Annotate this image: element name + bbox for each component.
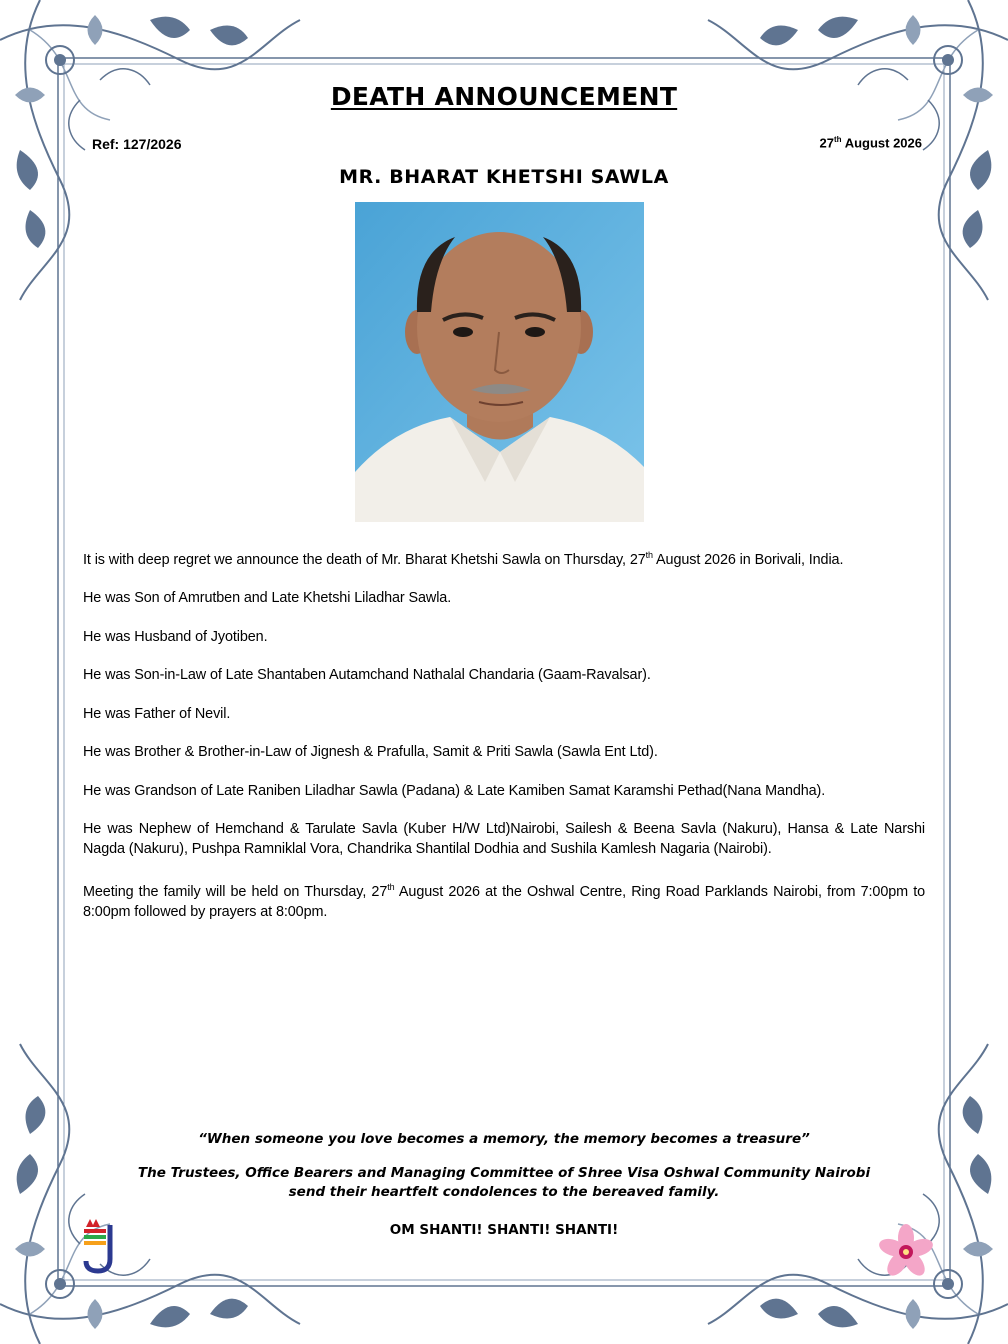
page-title: DEATH ANNOUNCEMENT: [330, 82, 678, 111]
body-paragraph: He was Son-in-Law of Late Shantaben Autamchand Nathalal Chandaria (Gaam-Ravalsar).: [83, 667, 651, 684]
body-paragraph: He was Brother & Brother-in-Law of Jignesh & Prafulla, Samit & Priti Sawla (Sawla Ent Ltd).: [83, 744, 658, 761]
body-paragraph: He was Grandson of Late Raniben Liladhar Sawla (Padana) & Late Kamiben Samat Karamshi Pethad(Nana Mandha).: [83, 782, 826, 799]
deceased-name: MR. BHARAT KHETSHI SAWLA: [339, 166, 669, 188]
memorial-quote: “When someone you love becomes a memory, the memory becomes a treasure”: [198, 1131, 810, 1147]
community-logo-icon: [80, 1217, 120, 1275]
body-paragraph: He was Father of Nevil.: [83, 705, 231, 722]
body-paragraph: He was Son of Amrutben and Late Khetshi Liladhar Sawla.: [83, 590, 452, 607]
portrait-photo: [355, 202, 644, 522]
announcement-date: 27th August 2026: [819, 135, 922, 151]
body-paragraph: He was Husband of Jyotiben.: [83, 628, 268, 645]
body-paragraph: Meeting the family will be held on Thursday, 27th August 2026 at the Oshwal Centre, Ring Road Parklands Nairobi, from 7:00pm to 8:00pm followed by prayers at 8:00pm.: [83, 882, 926, 920]
condolence-message: The Trustees, Office Bearers and Managing Committee of Shree Visa Oshwal Community Nairobi send their heartfelt condolences to the bereaved family.: [137, 1165, 871, 1200]
shanti-text: OM SHANTI! SHANTI! SHANTI!: [389, 1222, 619, 1238]
body-paragraph: He was Nephew of Hemchand & Tarulate Savla (Kuber H/W Ltd)Nairobi, Sailesh & Beena Savla (Nakuru), Hansa & Late Narshi Nagda (Nakuru), Pushpa Ramniklal Vora, Chandrika Shantilal Dodhia and Sushila Kamlesh Nagaria (Nairobi).: [83, 821, 925, 857]
reference-number: Ref: 127/2026: [92, 136, 182, 152]
orchid-flower-icon: [878, 1224, 934, 1280]
announcement-body: [83, 546, 925, 941]
body-paragraph: It is with deep regret we announce the death of Mr. Bharat Khetshi Sawla on Thursday, 27th August 2026 in Borivali, India.: [83, 550, 844, 568]
